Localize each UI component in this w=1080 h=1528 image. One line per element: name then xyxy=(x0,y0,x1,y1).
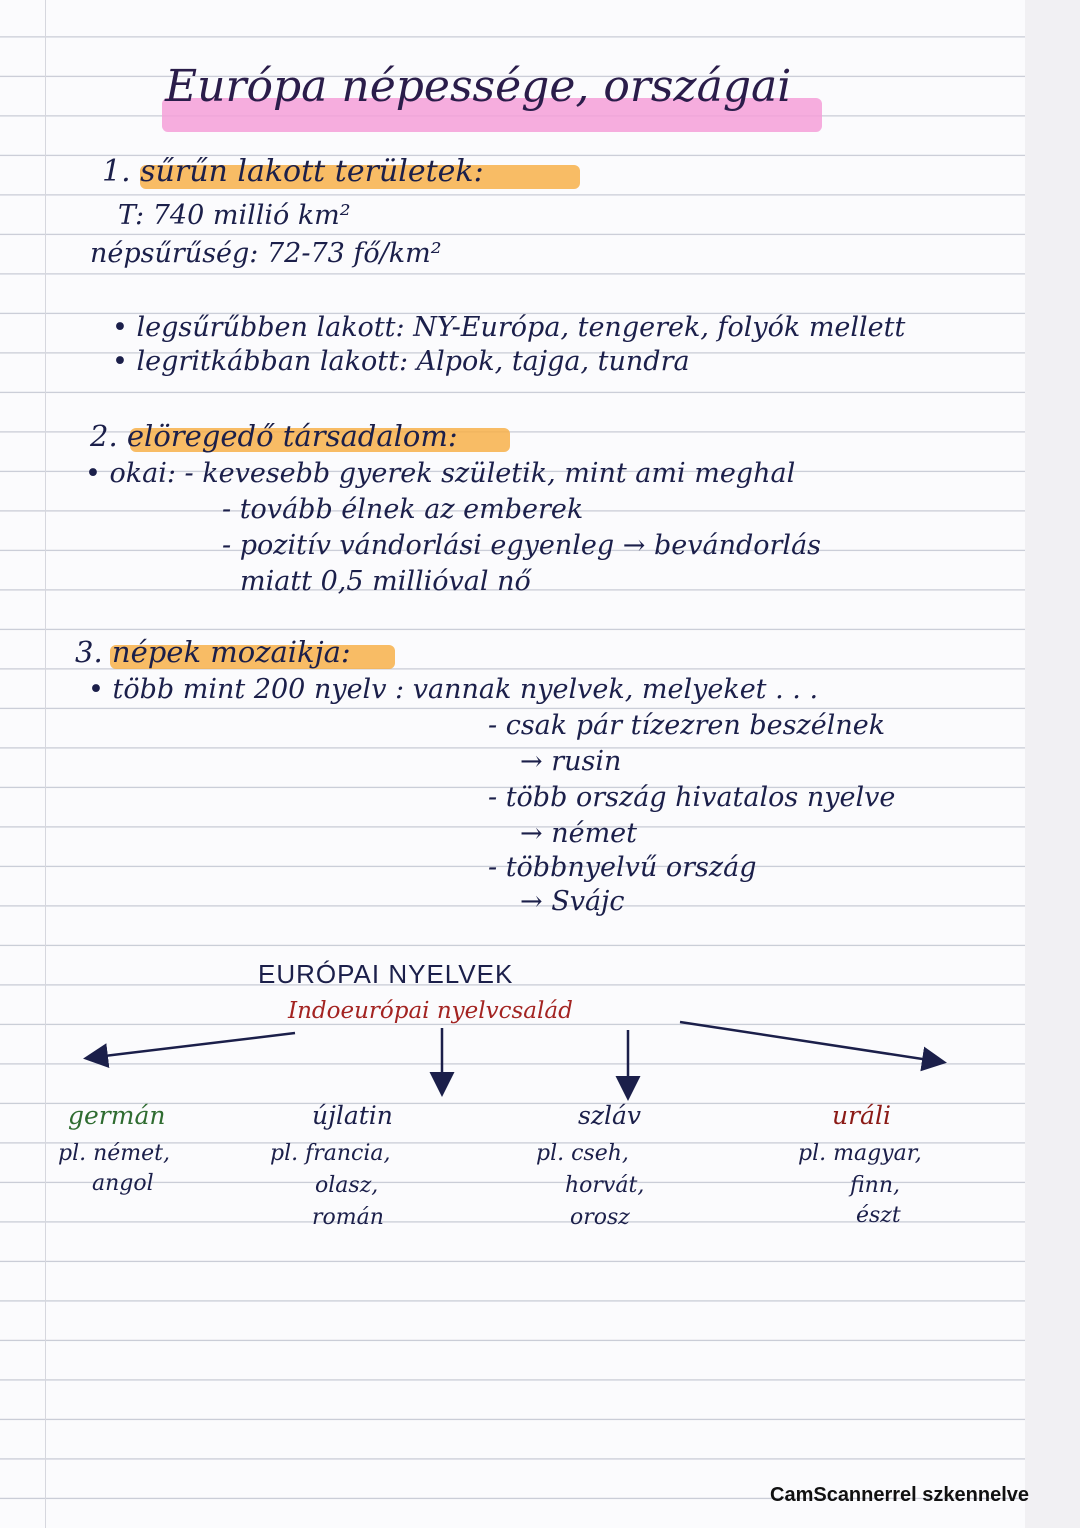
few-speakers-line: - csak pár tízezren beszélnek xyxy=(488,710,886,741)
multilingual-line: - többnyelvű ország xyxy=(488,852,757,883)
most-dense-line: • legsűrűbben lakott: NY-Európa, tengerek, folyók mellett xyxy=(112,312,906,343)
swiss-example: → Svájc xyxy=(520,886,625,917)
page-title: Európa népessége, országai xyxy=(165,61,792,112)
uralic-example-2: finn, xyxy=(850,1173,901,1198)
slavic-example-3: orosz xyxy=(570,1205,630,1230)
uralic-example-3: észt xyxy=(856,1203,901,1228)
scanner-watermark: CamScannerrel szkennelve xyxy=(770,1484,1030,1506)
cause-line-2: - tovább élnek az emberek xyxy=(222,494,584,525)
least-dense-line: • legritkábban lakott: Alpok, tajga, tundra xyxy=(112,346,690,377)
branch-germanic: germán xyxy=(68,1101,166,1130)
section3-heading: 3. népek mozaikja: xyxy=(75,635,351,669)
germanic-example-2: angol xyxy=(92,1171,154,1196)
language-count-line: • több mint 200 nyelv : vannak nyelvek, melyeket . . . xyxy=(88,674,819,705)
cause-line-4: miatt 0,5 millióval nő xyxy=(240,566,531,597)
romance-example-3: román xyxy=(312,1205,384,1230)
diagram-subtitle: Indoeurópai nyelvcsalád xyxy=(288,998,573,1024)
arrow-to-germanic xyxy=(88,1033,295,1058)
diagram-title: EURÓPAI NYELVEK xyxy=(258,959,514,989)
uralic-example-1: pl. magyar, xyxy=(798,1141,922,1166)
slavic-example-2: horvát, xyxy=(565,1173,645,1198)
section2-heading: 2. elöregedő társadalom: xyxy=(90,419,458,453)
romance-example-2: olasz, xyxy=(315,1173,379,1198)
german-example: → német xyxy=(520,818,638,849)
branch-slavic: szláv xyxy=(578,1101,642,1130)
branch-uralic: uráli xyxy=(832,1101,891,1130)
branch-romance: újlatin xyxy=(312,1101,393,1130)
romance-example-1: pl. francia, xyxy=(270,1141,391,1166)
cause-line-3: - pozitív vándorlási egyenleg → bevándorlás xyxy=(222,530,822,561)
arrow-to-uralic xyxy=(680,1022,942,1062)
area-line: T: 740 millió km² xyxy=(118,200,351,231)
cause-line-1: • okai: - kevesebb gyerek születik, mint ami meghal xyxy=(85,458,796,489)
density-line: népsűrűség: 72-73 fő/km² xyxy=(90,238,442,269)
section1-heading: 1. sűrűn lakott területek: xyxy=(102,154,484,189)
slavic-example-1: pl. cseh, xyxy=(536,1141,629,1166)
rusin-example: → rusin xyxy=(520,746,622,777)
germanic-example-1: pl. német, xyxy=(58,1141,171,1166)
official-language-line: - több ország hivatalos nyelve xyxy=(488,782,896,813)
